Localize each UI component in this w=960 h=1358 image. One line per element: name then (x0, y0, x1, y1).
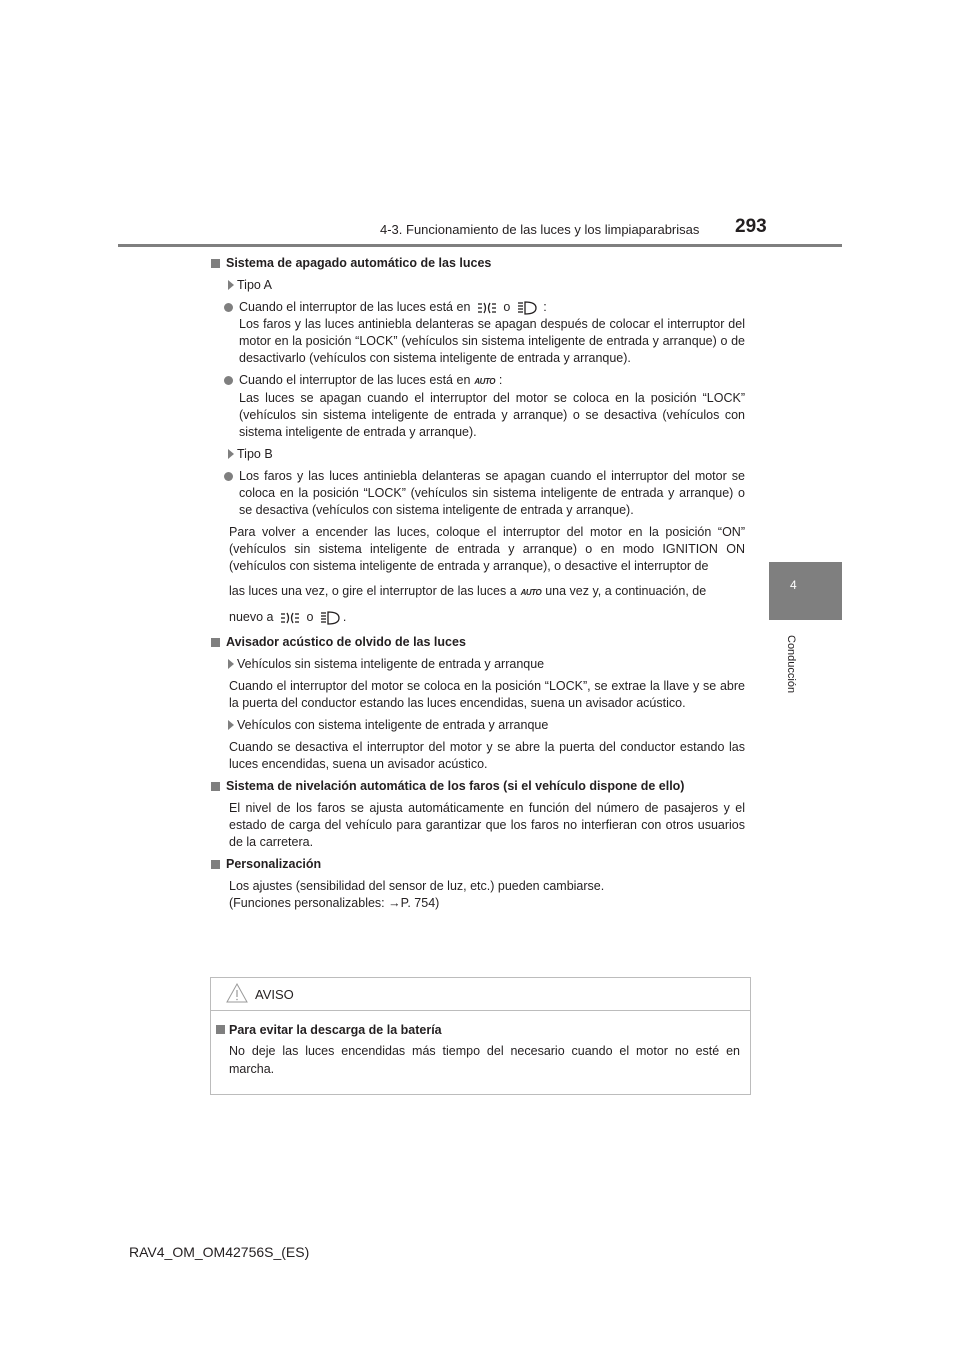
text-run: nuevo a (229, 610, 274, 624)
chapter-tab (769, 562, 842, 620)
warning-heading (211, 1021, 740, 1039)
document-code: RAV4_OM_OM42756S_(ES) (129, 1244, 310, 1260)
section-heading (209, 634, 745, 651)
warning-text: No deje las luces encendidas más tiempo del necesario cuando el motor no esté en marcha. (229, 1044, 740, 1076)
page-number: 293 (735, 216, 767, 237)
subsection-text: Vehículos sin sistema inteligente de entrada y arranque (237, 657, 545, 671)
triangle-bullet-icon (228, 720, 234, 730)
chapter-number: 4 (790, 578, 797, 592)
triangle-bullet-icon (228, 280, 234, 290)
subsection-label (209, 277, 745, 294)
warning-title: AVISO (255, 987, 294, 1002)
square-bullet-icon (216, 1025, 225, 1034)
page-content (209, 255, 745, 917)
bullet-text: Los faros y las luces antiniebla delanteras se apagan cuando el interruptor del motor se coloca en la posición “LOCK” (vehículos sin sistema inteligente de entrada y arranque) o se desactiva (vehículos con sistema inteligente de entrada y arranque). (239, 469, 745, 517)
paragraph: Cuando el interruptor del motor se coloca en la posición “LOCK”, se extrae la llave y se abre la puerta del conductor estando las luces encendidas, suena un avisador acústico. (229, 679, 745, 710)
bullet-intro: Cuando el interruptor de las luces está en (239, 373, 471, 387)
cross-reference[interactable]: (Funciones personalizables: →P. 754) (229, 896, 440, 910)
round-bullet-icon (224, 376, 233, 385)
paragraph: Cuando se desactiva el interruptor del motor y se abre la puerta del conductor estando las luces encendidas, suena un avisador acústico. (229, 740, 745, 771)
section-title: 4-3. Funcionamiento de las luces y los limpiaparabrisas (380, 222, 700, 237)
square-bullet-icon (211, 782, 220, 791)
bullet-text: Los faros y las luces antiniebla delanteras se apagan después de colocar el interruptor del motor en la posición “LOCK” (vehículos sin sistema inteligente de entrada y arranque) o de desactivarlo (vehículos con sistema inteligente de entrada y arranque). (239, 317, 745, 365)
header-rule (118, 244, 842, 247)
heading-text: Para evitar la descarga de la batería (229, 1023, 442, 1037)
bullet-intro: Cuando el interruptor de las luces está en (239, 300, 471, 314)
section-heading (209, 255, 745, 272)
bullet-item (209, 468, 745, 519)
warning-triangle-icon (225, 982, 249, 1004)
round-bullet-icon (224, 472, 233, 481)
colon: : (498, 373, 503, 387)
paragraph: Los ajustes (sensibilidad del sensor de luz, etc.) pueden cambiarse. (229, 879, 605, 893)
headlight-icon (320, 611, 340, 625)
warning-box (210, 977, 751, 1095)
bullet-text: Las luces se apagan cuando el interruptor del motor se coloca en la posición “LOCK” (vehículos sin sistema inteligente de entrada y arranque) o se desactiva (vehículos con sistema inteligente de entrada y arranque). (239, 391, 745, 439)
subsection-text: Vehículos con sistema inteligente de entrada y arranque (237, 718, 549, 732)
section-heading (209, 778, 745, 795)
section-heading (209, 856, 745, 873)
square-bullet-icon (211, 638, 220, 647)
paragraph (209, 583, 745, 601)
tail-light-icon (280, 611, 300, 625)
paragraph: El nivel de los faros se ajusta automáticamente en función del número de pasajeros y el estado de carga del vehículo para garantizar que los faros no interfieran con otros usuarios de la carretera. (229, 801, 745, 849)
type-label: Tipo B (237, 447, 273, 461)
heading-text: Avisador acústico de olvido de las luces (226, 635, 466, 649)
subsection-label (209, 717, 745, 734)
auto-icon: AUTO (520, 588, 542, 597)
or-text: o (503, 300, 511, 314)
square-bullet-icon (211, 860, 220, 869)
type-label: Tipo A (237, 278, 272, 292)
triangle-bullet-icon (228, 449, 234, 459)
paragraph: Para volver a encender las luces, coloque el interruptor del motor en la posición “ON” (vehículos sin sistema inteligente de entrada y arranque) o en modo IGNITION ON (vehículos con sistema inteligente de entrada y arranque), o desactive el interruptor de (229, 525, 745, 573)
paragraph (209, 609, 745, 626)
period: . (342, 610, 347, 624)
colon: : (543, 300, 547, 314)
auto-icon: AUTO (474, 377, 495, 386)
chapter-label: Conducción (785, 635, 797, 694)
round-bullet-icon (224, 303, 233, 312)
heading-text: Sistema de apagado automático de las luces (226, 256, 492, 270)
subsection-label (209, 446, 745, 463)
tail-light-icon (477, 301, 497, 315)
headlight-icon (517, 301, 537, 315)
warning-header (211, 978, 750, 1011)
heading-text: Personalización (226, 857, 322, 871)
text-run: una vez y, a continuación, de (545, 584, 707, 598)
bullet-item (209, 299, 745, 367)
triangle-bullet-icon (228, 659, 234, 669)
or-text: o (306, 610, 314, 624)
subsection-label (209, 656, 745, 673)
heading-text: Sistema de nivelación automática de los faros (si el vehículo dispone de ello) (226, 779, 685, 793)
warning-body (211, 1011, 750, 1078)
square-bullet-icon (211, 259, 220, 268)
bullet-item (209, 372, 745, 441)
text-run: las luces una vez, o gire el interruptor de las luces a (229, 584, 517, 598)
